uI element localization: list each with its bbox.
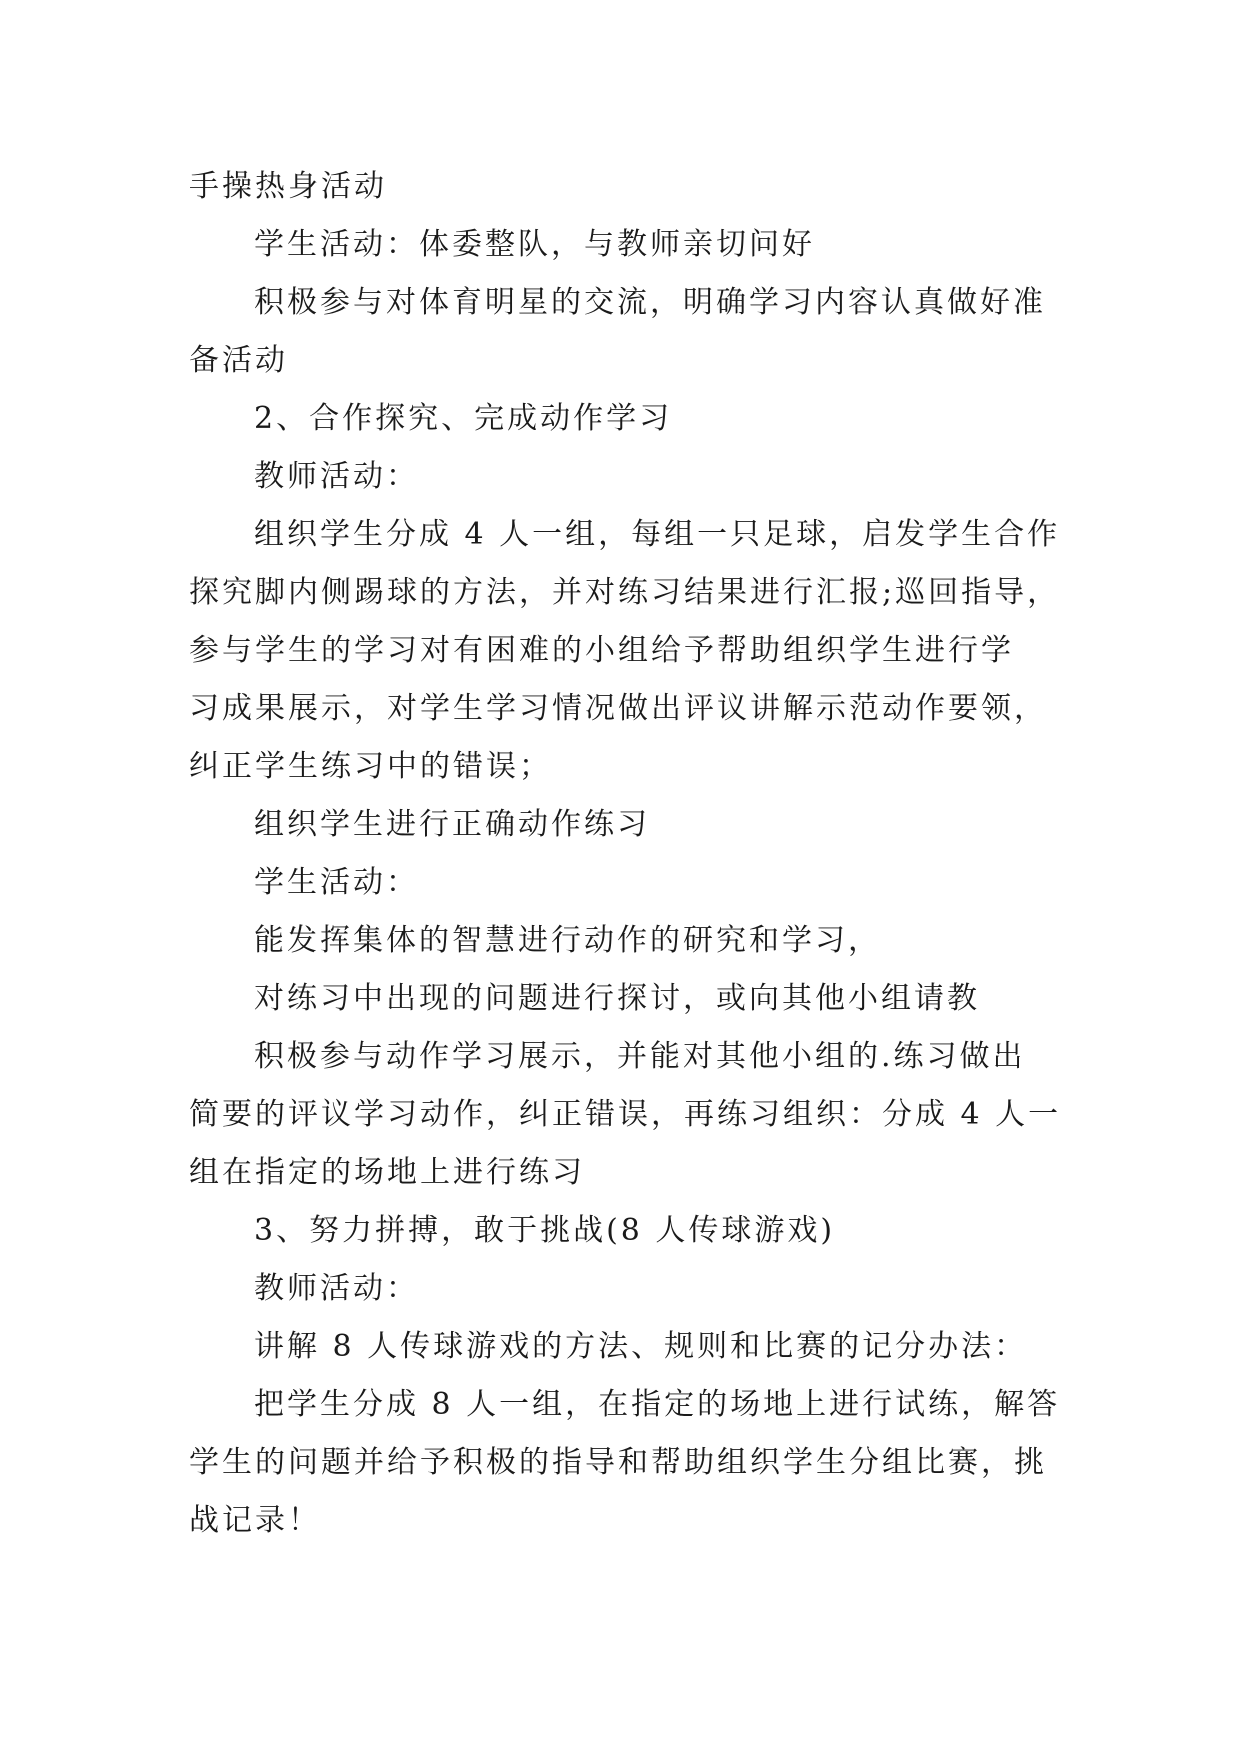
text-line: 学生的问题并给予积极的指导和帮助组织学生分组比赛，挑 <box>189 1445 1047 1480</box>
text-line: 参与学生的学习对有困难的小组给予帮助组织学生进行学 <box>189 633 1014 668</box>
text-line: 习成果展示，对学生学习情况做出评议讲解示范动作要领， <box>189 691 1047 726</box>
text-line: 战记录！ <box>189 1503 321 1538</box>
text-line: 组在指定的场地上进行练习 <box>189 1155 585 1190</box>
text-line: 纠正学生练习中的错误； <box>189 749 552 784</box>
text-line: 简要的评议学习动作，纠正错误，再练习组织：分成 4 人一 <box>189 1097 1062 1132</box>
text-line: 积极参与动作学习展示，并能对其他小组的.练习做出 <box>254 1039 1026 1074</box>
text-line: 把学生分成 8 人一组，在指定的场地上进行试练，解答 <box>254 1387 1061 1422</box>
text-line: 教师活动： <box>254 1271 419 1306</box>
text-line: 积极参与对体育明星的交流，明确学习内容认真做好准 <box>254 285 1046 320</box>
text-line: 手操热身活动 <box>189 169 387 204</box>
section-heading: 3、努力拼搏，敢于挑战(8 人传球游戏) <box>254 1213 836 1248</box>
section-heading: 2、合作探究、完成动作学习 <box>254 401 673 436</box>
text-line: 讲解 8 人传球游戏的方法、规则和比赛的记分办法： <box>254 1329 1028 1364</box>
text-line: 备活动 <box>189 343 288 378</box>
text-line: 学生活动： <box>254 865 419 900</box>
text-line: 教师活动： <box>254 459 419 494</box>
text-line: 学生活动：体委整队，与教师亲切问好 <box>254 227 815 262</box>
text-line: 探究脚内侧踢球的方法，并对练习结果进行汇报;巡回指导， <box>189 575 1061 610</box>
text-line: 能发挥集体的智慧进行动作的研究和学习， <box>254 923 881 958</box>
document-body <box>189 158 1061 1550</box>
text-line: 组织学生分成 4 人一组，每组一只足球，启发学生合作 <box>254 517 1061 552</box>
text-line: 对练习中出现的问题进行探讨，或向其他小组请教 <box>254 981 980 1016</box>
text-line: 组织学生进行正确动作练习 <box>254 807 650 842</box>
